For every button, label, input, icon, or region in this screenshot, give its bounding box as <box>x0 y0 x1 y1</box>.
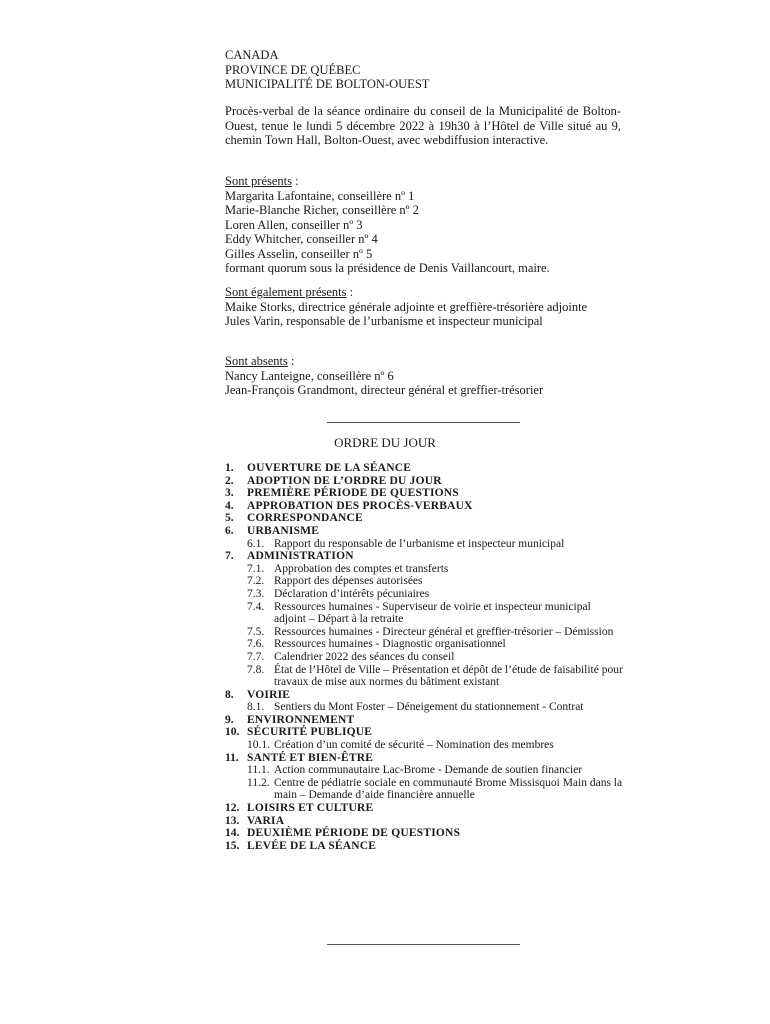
agenda-item <box>225 512 625 525</box>
presents-line: Gilles Asselin, conseiller nº 5 <box>225 246 373 261</box>
agenda-subitem <box>225 575 625 588</box>
agenda-item-number: 10. <box>225 726 240 739</box>
agenda-item <box>225 815 625 828</box>
presents-line: Loren Allen, conseiller nº 3 <box>225 217 363 232</box>
absent-line: Jean-François Grandmont, directeur général et greffier-trésorier <box>225 383 544 397</box>
agenda-item-label: LEVÉE DE LA SÉANCE <box>247 839 377 852</box>
agenda-subitem <box>225 701 625 714</box>
agenda-item-label: Rapport des dépenses autorisées <box>274 575 423 588</box>
agenda-item-number: 7.7. <box>247 650 265 663</box>
agenda-subitem <box>225 777 625 802</box>
agenda-item-number: 9. <box>225 713 234 726</box>
agenda-item-label: PREMIÈRE PÉRIODE DE QUESTIONS <box>247 487 459 500</box>
agenda-item-number: 7. <box>225 550 234 563</box>
agenda-item-label: ADMINISTRATION <box>247 550 354 563</box>
agenda-item-number: 13. <box>225 814 240 827</box>
agenda-subitem <box>225 764 625 777</box>
agenda-item <box>225 802 625 815</box>
agenda-item-number: 3. <box>225 487 234 500</box>
divider-line <box>327 422 520 423</box>
agenda-item-label: Ressources humaines - Diagnostic organisationnel <box>274 638 506 651</box>
agenda-item-label: Centre de pédiatrie sociale en communauté Brome Missisquoi Main dans la main – Demande d’aide financière annuelle <box>274 776 623 802</box>
agenda-item <box>225 726 625 739</box>
agenda-item-label: LOISIRS ET CULTURE <box>247 802 374 815</box>
also-present-line: Jules Varin, responsable de l’urbanisme et inspecteur municipal <box>225 314 543 328</box>
agenda-item-label: URBANISME <box>247 524 320 537</box>
document-header <box>225 48 621 92</box>
agenda-title: ORDRE DU JOUR <box>334 435 436 450</box>
agenda-item-label: OUVERTURE DE LA SÉANCE <box>247 462 412 474</box>
also-present-heading-colon: : <box>346 285 354 299</box>
agenda-subitem <box>225 626 625 639</box>
agenda-item-number: 7.4. <box>247 600 265 613</box>
agenda-item <box>225 827 625 840</box>
agenda-item-label: DEUXIÈME PÉRIODE DE QUESTIONS <box>247 827 461 840</box>
agenda-item-label: VARIA <box>247 814 285 827</box>
presents-section <box>225 174 621 276</box>
agenda-item-number: 6. <box>225 524 234 537</box>
agenda-item <box>225 525 625 538</box>
agenda-item <box>225 689 625 702</box>
absent-heading: Sont absents <box>225 354 288 368</box>
agenda-item-number: 11. <box>225 751 239 764</box>
agenda-item <box>225 487 625 500</box>
presents-heading-colon: : <box>292 174 299 188</box>
agenda-item <box>225 500 625 513</box>
agenda-item <box>225 475 625 488</box>
agenda-subitem <box>225 563 625 576</box>
agenda-item-number: 6.1. <box>247 537 265 550</box>
header-municipality: MUNICIPALITÉ DE BOLTON-OUEST <box>225 77 430 91</box>
agenda-item-label: ENVIRONNEMENT <box>247 713 355 726</box>
agenda-item-number: 5. <box>225 512 234 525</box>
agenda-item-number: 12. <box>225 802 240 815</box>
presents-heading: Sont présents <box>225 174 293 188</box>
agenda-item-label: Action communautaire Lac-Brome - Demande de soutien financier <box>274 764 583 777</box>
agenda-item-number: 4. <box>225 499 234 512</box>
agenda-item-label: Approbation des comptes et transferts <box>274 562 449 575</box>
agenda-subitem <box>225 588 625 601</box>
also-present-section <box>225 285 621 329</box>
agenda-item-label: Déclaration d’intérêts pécuniaires <box>274 587 430 600</box>
agenda-item-label: Calendrier 2022 des séances du conseil <box>274 650 455 663</box>
agenda-subitem <box>225 664 625 689</box>
agenda-item-number: 11.1. <box>247 764 270 777</box>
agenda-item <box>225 714 625 727</box>
agenda-item-number: 7.1. <box>247 562 265 575</box>
agenda-item-number: 14. <box>225 827 240 840</box>
agenda-item-label: APPROBATION DES PROCÈS-VERBAUX <box>247 499 473 512</box>
agenda-item-number: 7.6. <box>247 638 265 651</box>
agenda-item-label: Ressources humaines - Superviseur de voirie et inspecteur municipal adjoint – Départ à la retraite <box>274 600 591 626</box>
agenda-item <box>225 840 625 853</box>
agenda-item <box>225 462 625 475</box>
agenda-item-number: 11.2. <box>247 776 270 789</box>
agenda-item-number: 15. <box>225 839 240 852</box>
agenda-item-label: CORRESPONDANCE <box>247 512 363 525</box>
agenda-item-number: 7.2. <box>247 575 265 588</box>
absent-section <box>225 354 621 398</box>
absent-heading-colon: : <box>287 354 295 368</box>
absent-line: Nancy Lanteigne, conseillère nº 6 <box>225 368 394 383</box>
presents-line: Marie-Blanche Richer, conseillère nº 2 <box>225 203 419 217</box>
agenda-subitem <box>225 638 625 651</box>
agenda-item-number: 2. <box>225 474 234 487</box>
header-country: CANADA <box>225 48 279 62</box>
agenda-item-number: 8.1. <box>247 701 265 714</box>
agenda-item-label: Sentiers du Mont Foster – Déneigement du stationnement - Contrat <box>274 701 584 714</box>
agenda-item-number: 7.8. <box>247 663 265 676</box>
also-present-heading: Sont également présents <box>225 285 347 299</box>
agenda-item-label: VOIRIE <box>247 688 291 701</box>
agenda-item-number: 8. <box>225 688 234 701</box>
presents-line: Eddy Whitcher, conseiller nº 4 <box>225 232 378 246</box>
agenda-item-number: 1. <box>225 462 234 474</box>
presents-line: Margarita Lafontaine, conseillère nº 1 <box>225 188 415 203</box>
agenda-subitem <box>225 538 625 551</box>
agenda-list <box>225 462 625 852</box>
agenda-subitem <box>225 739 625 752</box>
agenda-item-label: Rapport du responsable de l’urbanisme et inspecteur municipal <box>274 537 565 550</box>
quorum-line: formant quorum sous la présidence de Denis Vaillancourt, maire. <box>225 261 550 275</box>
agenda-item-number: 7.3. <box>247 587 265 600</box>
intro-paragraph: Procès-verbal de la séance ordinaire du conseil de la Municipalité de Bolton-Ouest, tenue le lundi 5 décembre 2022 à 19h30 à l’Hôtel de Ville situé au 9, chemin Town Hall, Bolton-Ouest, avec webdiffusion interactive. <box>225 104 621 147</box>
agenda-item <box>225 752 625 765</box>
also-present-line: Maike Storks, directrice générale adjointe et greffière-trésorière adjointe <box>225 299 588 314</box>
agenda-item-number: 10.1. <box>247 739 270 752</box>
agenda-item-label: Création d’un comité de sécurité – Nomination des membres <box>274 739 554 752</box>
agenda-item-number: 7.5. <box>247 625 265 638</box>
agenda-item-label: SÉCURITÉ PUBLIQUE <box>247 726 373 739</box>
agenda-item-label: ADOPTION DE L’ORDRE DU JOUR <box>247 474 442 487</box>
header-province: PROVINCE DE QUÉBEC <box>225 62 361 77</box>
agenda-item <box>225 550 625 563</box>
agenda-item-label: Ressources humaines - Directeur général et greffier-trésorier – Démission <box>274 625 614 638</box>
agenda-item-label: SANTÉ ET BIEN-ÊTRE <box>247 751 374 764</box>
agenda-subitem <box>225 601 625 626</box>
divider-line <box>327 944 520 945</box>
agenda-subitem <box>225 651 625 664</box>
agenda-item-label: État de l’Hôtel de Ville – Présentation et dépôt de l’étude de faisabilité pour travaux de mise aux normes du bâtiment existant <box>274 663 623 689</box>
